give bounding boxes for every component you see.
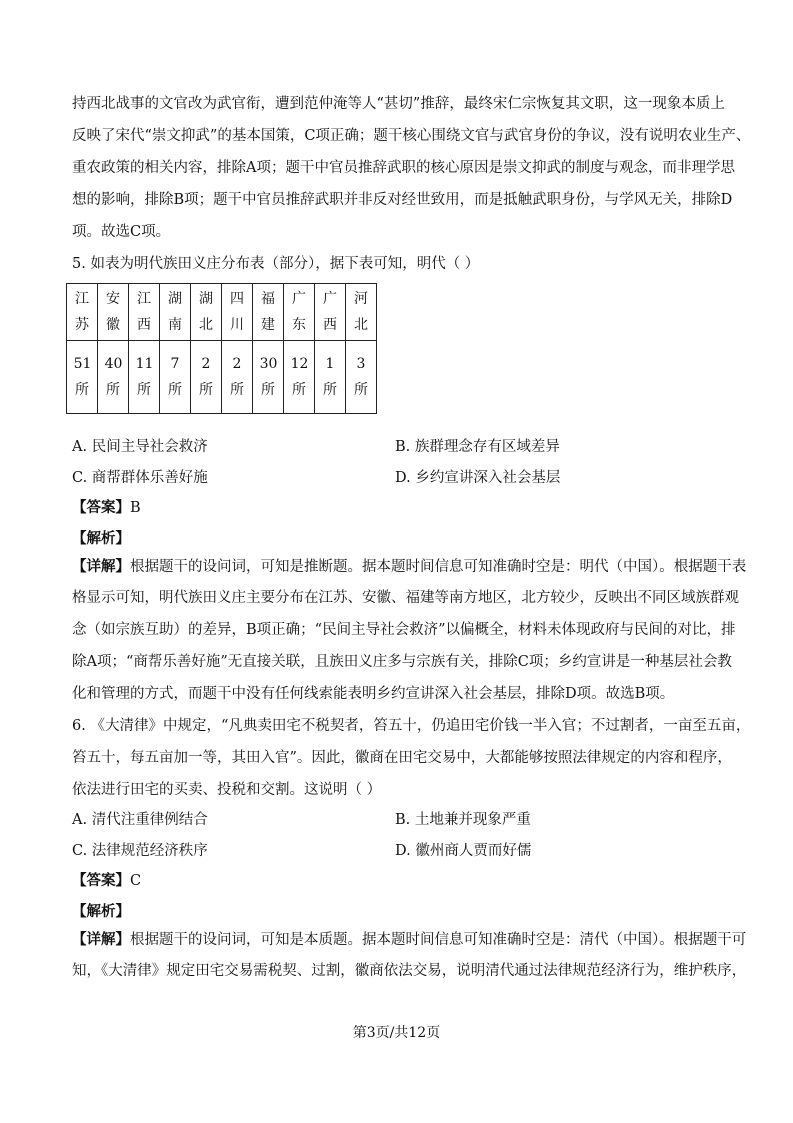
q5-options-row-1 xyxy=(72,430,722,461)
count-cell: 7 所 xyxy=(160,341,191,414)
province-cell: 河 北 xyxy=(346,284,377,341)
count-cell: 12 所 xyxy=(284,341,315,414)
province-cell: 湖 南 xyxy=(160,284,191,341)
text-line: 笞五十，每五亩加一等，其田入官”。因此，徽商在田宅交易中，大都能够按照法律规定的内容和程序， xyxy=(72,750,732,766)
answer-tag: 【答案】 xyxy=(72,872,130,889)
province-cell: 四 川 xyxy=(222,284,253,341)
q5-option-d: D. 乡约宣讲深入社会基层 xyxy=(395,470,561,486)
answer-tag: 【答案】 xyxy=(72,499,130,516)
text-line: 持西北战事的文官改为武官衔，遭到范仲淹等人“甚切”推辞，最终宋仁宗恢复其文职，这一现象本质上 xyxy=(72,96,725,112)
q6-detail xyxy=(72,927,747,984)
province-cell: 安 徽 xyxy=(98,284,129,341)
text-line: 反映了宋代“崇文抑武”的基本国策，C项正确；题干核心围绕文官与武官身份的争议，没有说明农业生产、 xyxy=(72,128,751,144)
q6-options-row-1 xyxy=(72,803,722,834)
text-line: 格显示可知，明代族田义庄主要分布在江苏、安徽、福建等南方地区，北方较少，反映出不同区域族群观 xyxy=(72,590,739,606)
q6-option-a: A. 清代注重律例结合 xyxy=(72,812,208,828)
count-cell: 40 所 xyxy=(98,341,129,414)
q5-answer xyxy=(72,492,722,523)
count-cell: 51 所 xyxy=(67,341,98,414)
text-line: 依法进行田宅的买卖、投税和交割。这说明（ ） xyxy=(72,782,382,798)
q5-analysis-tag: 【解析】 xyxy=(72,530,130,547)
q5-option-c: C. 商帮群体乐善好施 xyxy=(72,470,208,486)
answer-value: C xyxy=(130,873,142,889)
text-line: 【详解】根据题干的设问词，可知是本质题。据本题时间信息可知准确时空是：清代（中国）。根据题干可 xyxy=(72,931,747,948)
province-cell: 广 东 xyxy=(284,284,315,341)
text-line: 6. 《大清律》中规定，“凡典卖田宅不税契者，笞五十，仍追田宅价钱一半入官；不过割者，一亩至五亩， xyxy=(72,718,751,734)
q5-options-row-2 xyxy=(72,461,722,492)
question-5-stem: 5. 如表为明代族田义庄分布表（部分），据下表可知，明代（ ） xyxy=(72,256,480,272)
q6-option-d: D. 徽州商人贾而好儒 xyxy=(395,843,532,859)
count-cell: 1 所 xyxy=(315,341,346,414)
text-line: 重农政策的相关内容，排除A项；题干中官员推辞武职的核心原因是崇文抑武的制度与观念，而非理学思 xyxy=(72,160,735,176)
detail-tag: 【详解】 xyxy=(72,558,130,575)
province-cell: 江 苏 xyxy=(67,284,98,341)
count-cell: 11 所 xyxy=(129,341,160,414)
q5-option-a: A. 民间主导社会救济 xyxy=(72,439,208,455)
q5-option-b: B. 族群理念存有区域差异 xyxy=(395,439,560,455)
question-6-stem xyxy=(72,714,751,803)
province-cell: 江 西 xyxy=(129,284,160,341)
text-line: 项。故选C项。 xyxy=(72,224,171,240)
page-number-footer: 第3页/共12页 xyxy=(352,1025,441,1041)
province-cell: 湖 北 xyxy=(191,284,222,341)
province-cell: 福 建 xyxy=(253,284,284,341)
q6-options-row-2 xyxy=(72,834,722,865)
text-line: 想的影响，排除B项；题干中官员推辞武职并非反对经世致用，而是抵触武职身份，与学风无关，排除D xyxy=(72,192,733,208)
q6-option-c: C. 法律规范经济秩序 xyxy=(72,843,208,859)
q6-answer xyxy=(72,865,722,896)
count-cell: 2 所 xyxy=(191,341,222,414)
table-value-row xyxy=(67,341,377,414)
text-line: 知，《大清律》规定田宅交易需税契、过割，徽商依法交易，说明清代通过法律规范经济行为，维护秩序， xyxy=(72,963,747,979)
text-line: 除A项；“商帮乐善好施”无直接关联，且族田义庄多与宗族有关，排除C项；乡约宣讲是一种基层社会教 xyxy=(72,654,732,670)
distribution-table-wrap xyxy=(66,283,722,414)
text-line: 【详解】根据题干的设问词，可知是推断题。据本题时间信息可知准确时空是：明代（中国）。根据题干表 xyxy=(72,558,747,575)
q6-option-b: B. 土地兼并现象严重 xyxy=(395,812,531,828)
text-line: 化和管理的方式，而题干中没有任何线索能表明乡约宣讲深入社会基层，排除D项。故选B项。 xyxy=(72,686,675,702)
count-cell: 3 所 xyxy=(346,341,377,414)
count-cell: 2 所 xyxy=(222,341,253,414)
page-content xyxy=(72,92,751,984)
q5-detail xyxy=(72,554,747,707)
text-line: 念（如宗族互助）的差异，B项正确；“民间主导社会救济”以偏概全，材料未体现政府与民间的对比，排 xyxy=(72,622,736,638)
count-cell: 30 所 xyxy=(253,341,284,414)
province-cell: 广 西 xyxy=(315,284,346,341)
answer-value: B xyxy=(130,500,141,516)
q6-analysis-tag: 【解析】 xyxy=(72,903,130,920)
table-header-row xyxy=(67,284,377,341)
previous-explanation xyxy=(72,92,751,245)
detail-tag: 【详解】 xyxy=(72,931,130,948)
distribution-table xyxy=(66,283,377,414)
